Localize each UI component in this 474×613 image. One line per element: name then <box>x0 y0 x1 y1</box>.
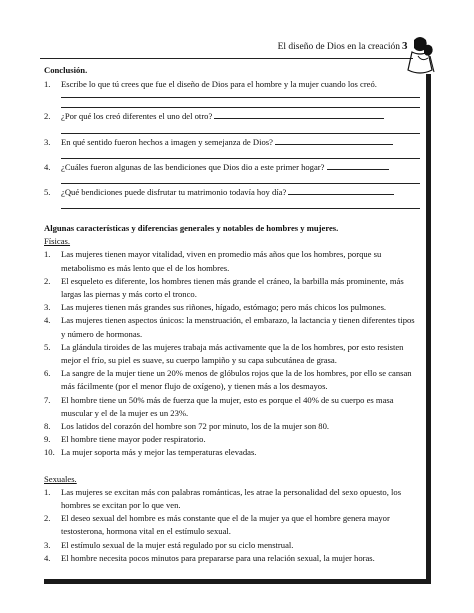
item-text: Las mujeres tienen más grandes sus riñones, hígado, estómago; pero más chicos los pulmones. <box>61 302 387 313</box>
item-number: 5. <box>44 341 51 352</box>
item-number: 2. <box>44 275 51 286</box>
sexual-subheading: Sexuales. <box>44 473 77 484</box>
question-text: Escribe lo que tú crees que fue el diseño de Dios para el hombre y la mujer cuando los creó. <box>61 79 377 90</box>
question-text: ¿Por qué los creó diferentes el uno del otro? <box>61 111 213 122</box>
page-border-right <box>426 74 431 584</box>
answer-line[interactable] <box>288 194 394 195</box>
item-number: 1. <box>44 249 51 260</box>
item-number: 7. <box>44 394 51 405</box>
item-text: El hombre necesita pocos minutos para prepararse para una relación sexual, la mujer horas. <box>61 552 375 563</box>
list-item <box>44 539 420 552</box>
list-item <box>44 275 420 301</box>
characteristics-section <box>44 222 420 565</box>
item-number: 3. <box>44 539 51 550</box>
item-text: La sangre de la mujer tiene un 20% menos de glóbulos rojos que la de los hombres, por ello se cansan más fácilmente (por el menor flujo de oxígeno), y tienen más a los desmayos. <box>61 368 412 392</box>
item-number: 10. <box>44 447 55 458</box>
question-number: 3. <box>44 136 51 147</box>
list-item <box>44 420 420 433</box>
question-number: 1. <box>44 79 51 90</box>
list-item <box>44 301 420 314</box>
item-number: 3. <box>44 302 51 313</box>
question-4 <box>44 161 420 184</box>
question-5 <box>44 186 420 209</box>
item-text: El esqueleto es diferente, los hombres tienen más grande el cráneo, la barbilla más prominente, más largas las piernas y más corto el tronco. <box>61 275 404 300</box>
item-number: 8. <box>44 421 51 432</box>
list-item <box>44 367 420 393</box>
page-number: 3 <box>402 40 408 52</box>
question-text: ¿Qué bendiciones puede disfrutar tu matrimonio todavía hoy día? <box>61 187 287 198</box>
page-border-bottom <box>44 579 431 584</box>
item-text: La glándula tiroides de las mujeres trabaja más activamente que la de los hombres, por esto resisten mejor el frío, su piel es suave, su cuerpo lampiño y su capa subcutánea de grasa. <box>61 341 404 366</box>
question-3 <box>44 136 420 159</box>
conclusion-section <box>44 64 420 209</box>
answer-line[interactable] <box>214 118 384 119</box>
question-text: ¿Cuáles fueron algunas de las bendiciones que Dios dio a este primer hogar? <box>61 161 325 172</box>
list-item <box>44 486 420 512</box>
question-2 <box>44 110 420 133</box>
item-text: Las mujeres se excitan más con palabras románticas, les atrae la personalidad del sexo opuesto, los hombres se excitan por lo que ven. <box>61 486 402 511</box>
list-item <box>44 314 420 340</box>
item-number: 2. <box>44 513 51 524</box>
question-number: 2. <box>44 111 51 122</box>
item-text: El hombre tiene un 50% más de fuerza que la mujer, esto es porque el 40% de su cuerpo es masa muscular y el de la mujer es un 23%. <box>61 394 394 418</box>
item-number: 4. <box>44 552 51 563</box>
item-number: 4. <box>44 315 51 326</box>
list-item <box>44 446 420 459</box>
header-rule <box>40 58 413 59</box>
physical-subheading: Físicas. <box>44 236 71 247</box>
question-number: 4. <box>44 161 51 172</box>
answer-line[interactable] <box>327 169 389 170</box>
list-item <box>44 341 420 367</box>
answer-line[interactable] <box>61 158 420 159</box>
conclusion-title: Conclusión. <box>44 65 88 75</box>
question-1 <box>44 78 420 108</box>
list-item <box>44 394 420 420</box>
characteristics-title: Algunas características y diferencias generales y notables de hombres y mujeres. <box>44 223 339 233</box>
answer-line[interactable] <box>61 183 420 184</box>
item-text: Las mujeres tienen mayor vitalidad, viven en promedio más años que los hombres, porque su metabolismo es más lento que el de los hombres. <box>61 249 382 273</box>
item-text: El hombre tiene mayor poder respiratorio. <box>61 434 206 445</box>
question-number: 5. <box>44 187 51 198</box>
list-item <box>44 433 420 446</box>
answer-line[interactable] <box>275 144 393 145</box>
item-text: Las mujeres tienen aspectos únicos: la menstruación, el embarazo, la lactancia y tienen diferentes tipos y número de hormonas. <box>61 315 415 339</box>
answer-line[interactable] <box>61 97 420 98</box>
item-text: El estímulo sexual de la mujer está regulado por su ciclo menstrual. <box>61 539 294 550</box>
item-number: 1. <box>44 486 51 497</box>
answer-line[interactable] <box>61 133 420 134</box>
list-item <box>44 248 420 274</box>
item-text: El deseo sexual del hombre es más constante que el de la mujer ya que el hombre genera mayor testosterona, hormona vital en el estímulo sexual. <box>61 513 390 537</box>
list-item <box>44 512 420 538</box>
answer-line[interactable] <box>61 208 420 209</box>
item-number: 6. <box>44 368 51 379</box>
running-head: El diseño de Dios en la creación <box>277 42 400 52</box>
question-text: En qué sentido fueron hechos a imagen y semejanza de Dios? <box>61 136 273 147</box>
item-text: La mujer soporta más y mejor las temperaturas elevadas. <box>61 447 257 458</box>
answer-line[interactable] <box>61 107 420 108</box>
item-number: 9. <box>44 434 51 445</box>
list-item <box>44 552 420 565</box>
item-text: Los latidos del corazón del hombre son 72 por minuto, los de la mujer son 80. <box>61 421 330 432</box>
